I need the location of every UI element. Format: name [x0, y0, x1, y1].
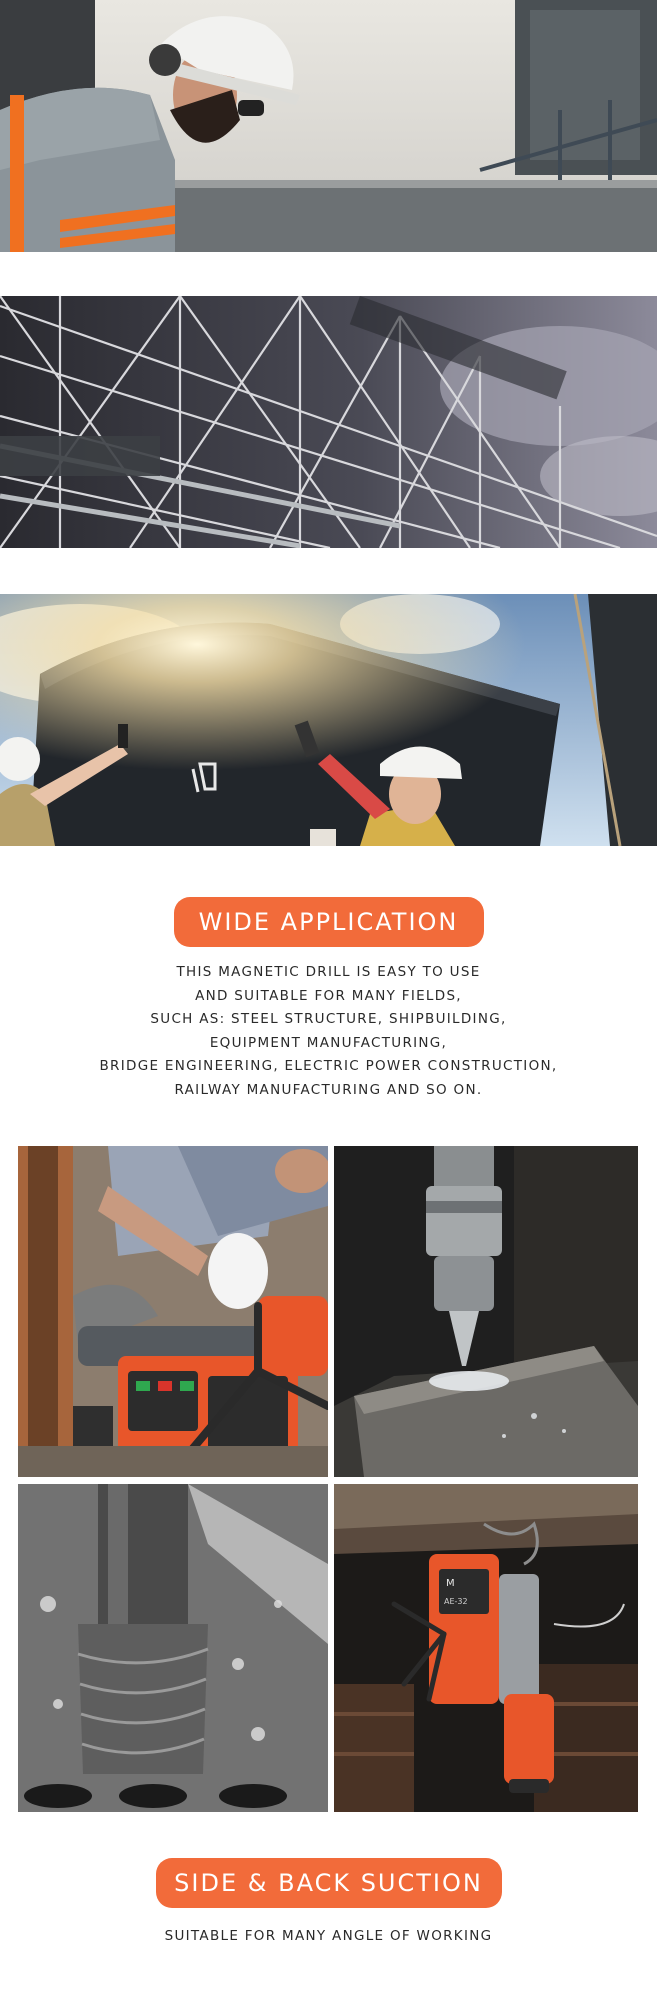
wide-application-title: WIDE APPLICATION: [174, 897, 484, 947]
wide-application-description: [0, 961, 657, 1102]
drill-operator-photo: [18, 1146, 328, 1477]
hero-worker-photo: [0, 0, 657, 252]
description-line: THIS MAGNETIC DRILL IS EASY TO USE: [176, 964, 481, 980]
description-line: AND SUITABLE FOR MANY FIELDS,: [195, 987, 462, 1004]
steel-structure-photo: [0, 296, 657, 548]
side-back-suction-description: [0, 1925, 657, 1949]
drill-on-beam-photo: [334, 1484, 638, 1812]
annular-cutter-closeup-photo: [18, 1484, 328, 1812]
description-line: RAILWAY MANUFACTURING AND SO ON.: [174, 1081, 483, 1098]
drill-badge: M: [446, 1578, 455, 1589]
drill-model-label: AE-32: [444, 1597, 468, 1606]
description-line: SUCH AS: STEEL STRUCTURE, SHIPBUILDING,: [150, 1011, 507, 1027]
side-back-suction-title: SIDE & BACK SUCTION: [156, 1858, 502, 1908]
description-line: SUITABLE FOR MANY ANGLE OF WORKING: [164, 1928, 493, 1944]
ship-inspection-photo: [0, 594, 657, 846]
drill-chuck-closeup-photo: [334, 1146, 638, 1477]
description-line: EQUIPMENT MANUFACTURING,: [209, 1034, 448, 1051]
description-line: BRIDGE ENGINEERING, ELECTRIC POWER CONSTRUCTION,: [99, 1058, 558, 1074]
